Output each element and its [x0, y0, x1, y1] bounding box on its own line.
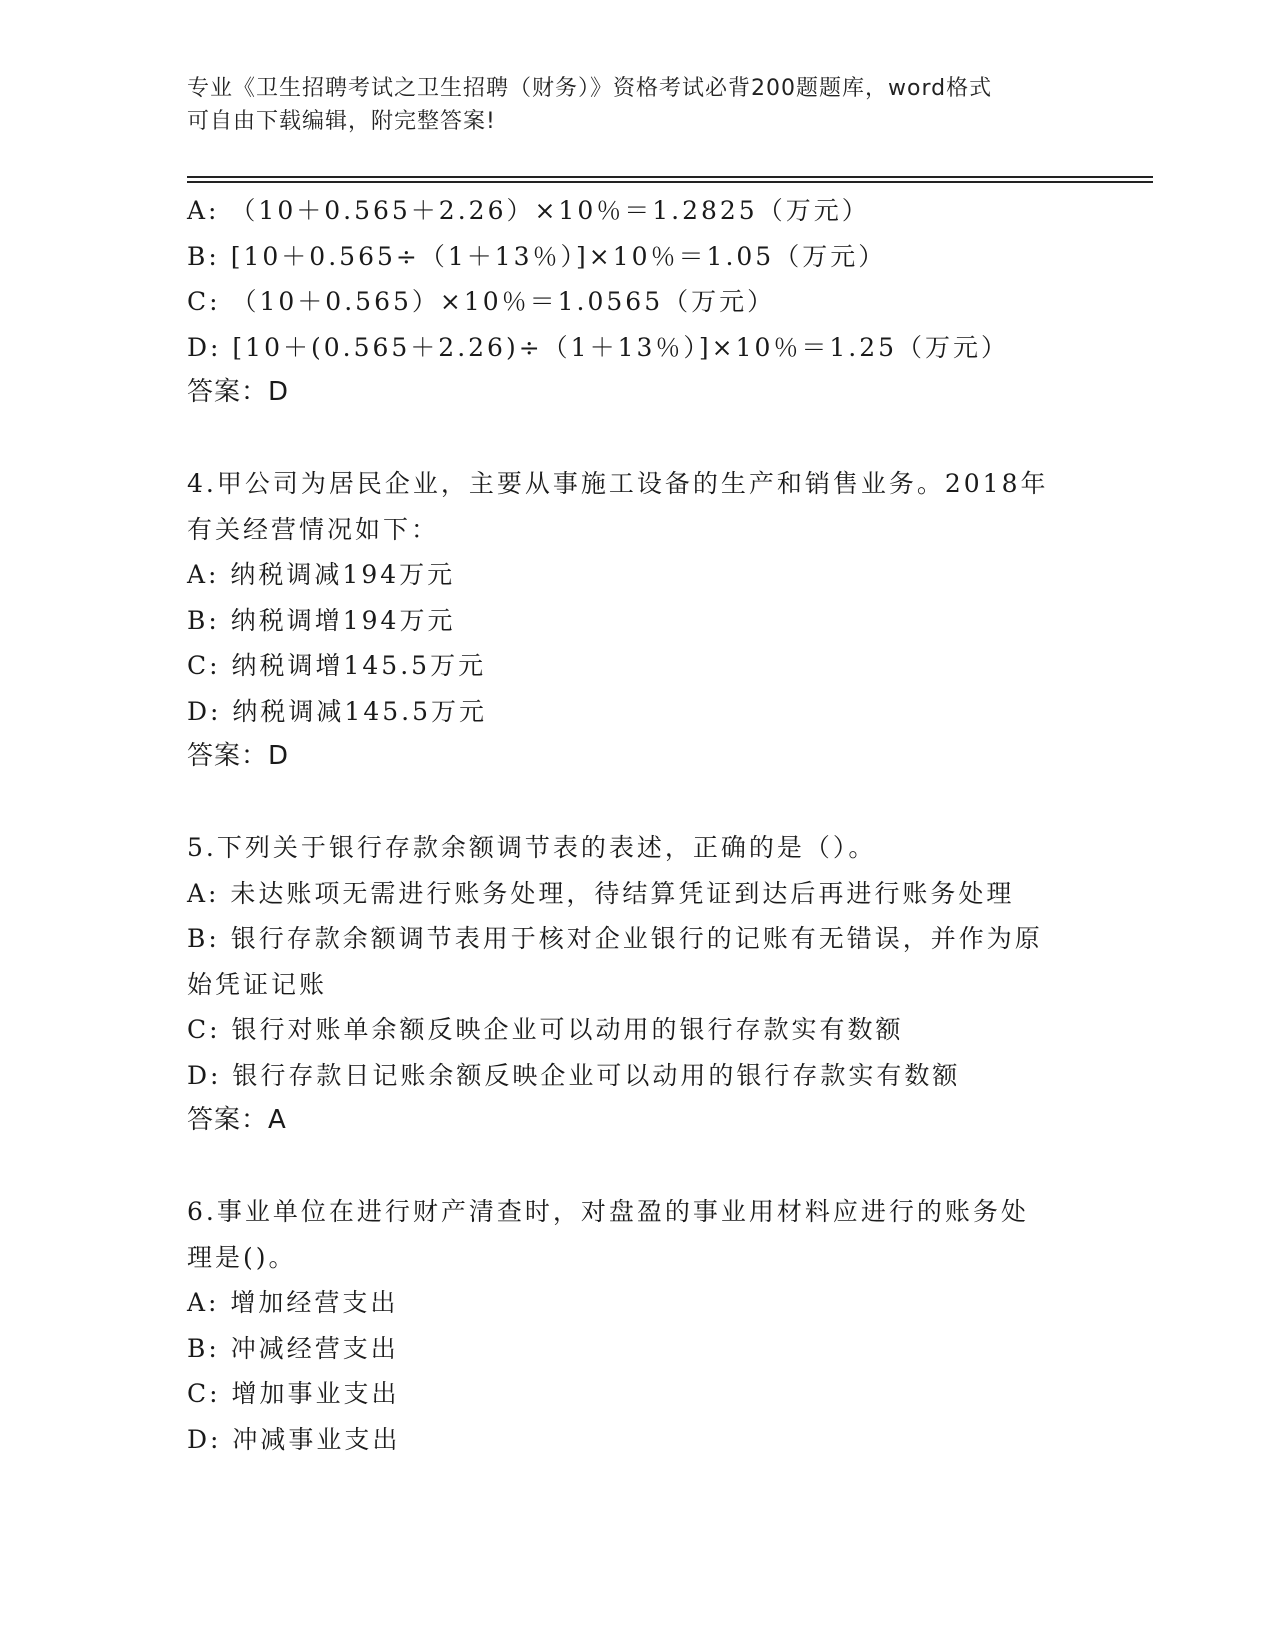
q4-option-d: D: 纳税调减145.5万元	[187, 696, 487, 726]
q6-question-line-2: 理是()。	[187, 1242, 297, 1272]
spacer	[187, 780, 1087, 826]
header-line-1: 专业《卫生招聘考试之卫生招聘（财务）》资格考试必背200题题库，word格式	[187, 76, 993, 101]
question-6-block	[187, 1189, 1087, 1462]
q5-option-b-continued: 始凭证记账	[187, 969, 328, 999]
q4-question-line-1: 4.甲公司为居民企业，主要从事施工设备的生产和销售业务。2018年	[187, 469, 1049, 498]
q3-answer: 答案：D	[187, 377, 290, 407]
q4-option-a: A: 纳税调减194万元	[187, 560, 456, 589]
q4-question-line-2: 有关经营情况如下：	[187, 514, 440, 544]
question-content	[187, 188, 1087, 1462]
q6-option-a: A: 增加经营支出	[187, 1288, 399, 1317]
q4-option-b: B: 纳税调增194万元	[187, 605, 456, 635]
q5-question: 5.下列关于银行存款余额调节表的表述，正确的是（）。	[187, 833, 877, 862]
header-line-2: 可自由下载编辑，附完整答案!	[187, 109, 496, 134]
question-5-block	[187, 825, 1087, 1144]
header-divider-top	[187, 176, 1153, 178]
q4-option-c: C: 纳税调增145.5万元	[187, 651, 487, 680]
question-3-block	[187, 188, 1087, 416]
spacer	[187, 416, 1087, 462]
header-divider-bottom	[187, 181, 1153, 183]
q5-answer: 答案：A	[187, 1105, 287, 1135]
q3-option-c: C: （10＋0.565）×10％＝1.0565（万元）	[187, 287, 776, 316]
q6-option-c: C: 增加事业支出	[187, 1379, 400, 1408]
q5-option-a: A: 未达账项无需进行账务处理，待结算凭证到达后再进行账务处理	[187, 878, 1015, 908]
q5-option-c: C: 银行对账单余额反映企业可以动用的银行存款实有数额	[187, 1015, 904, 1044]
spacer	[187, 1144, 1087, 1190]
q3-option-d: D: [10＋(0.565＋2.26)÷（1＋13％）]×10％＝1.25（万元）	[187, 332, 1010, 362]
question-4-block	[187, 461, 1087, 780]
q3-option-b: B: [10＋0.565÷（1＋13％）]×10％＝1.05（万元）	[187, 241, 887, 271]
document-header	[187, 72, 1067, 138]
q3-option-a: A: （10＋0.565＋2.26）×10％＝1.2825（万元）	[187, 196, 870, 225]
q6-question-line-1: 6.事业单位在进行财产清查时，对盘盈的事业用材料应进行的账务处	[187, 1197, 1029, 1226]
q5-option-d: D: 银行存款日记账余额反映企业可以动用的银行存款实有数额	[187, 1060, 961, 1090]
q4-answer: 答案：D	[187, 741, 290, 771]
q6-option-d: D: 冲减事业支出	[187, 1424, 401, 1454]
q6-option-b: B: 冲减经营支出	[187, 1333, 399, 1363]
q5-option-b: B: 银行存款余额调节表用于核对企业银行的记账有无错误，并作为原	[187, 924, 1043, 953]
